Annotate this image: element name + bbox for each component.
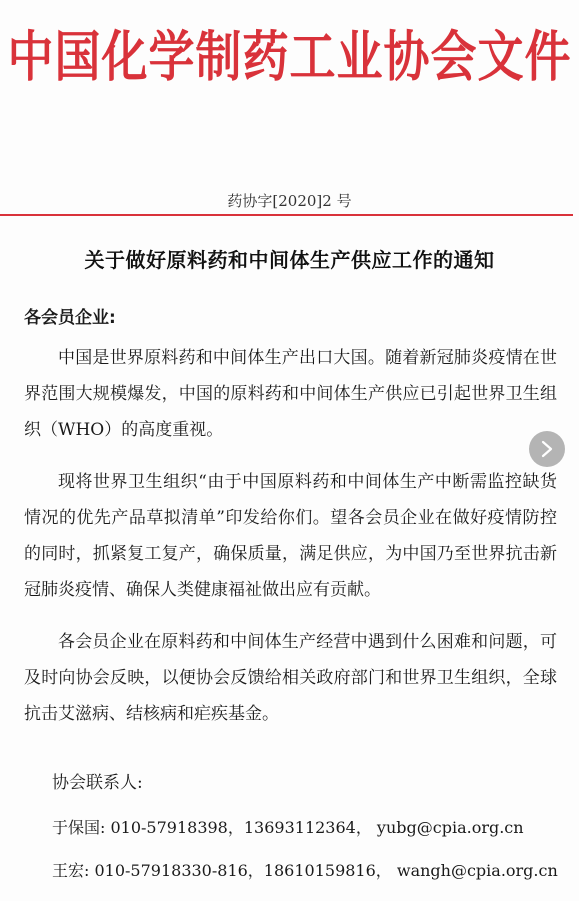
- contacts-label: 协会联系人:: [52, 773, 143, 793]
- contact-line: 于保国: 010-57918398，13693112364， yubg@cpia.org.cn: [52, 818, 524, 837]
- next-page-button[interactable]: [529, 431, 565, 467]
- contact-line: 王宏: 010-57918330-816，18610159816， wangh@cpia.org.cn: [52, 861, 558, 880]
- masthead-title: 中国化学制药工业协会文件: [7, 24, 572, 89]
- salutation: 各会员企业:: [24, 308, 116, 328]
- body-paragraph: 现将世界卫生组织“由于中国原料药和中间体生产中断需监控缺货情况的优先产品草拟清单”印发给你们。望各会员企业在做好疫情防控的同时，抓紧复工复产，确保质量，满足供应，为中国乃至世界抗击新冠肺炎疫情、确保人类健康福祉做出应有贡献。: [24, 472, 557, 600]
- red-divider: [0, 214, 573, 216]
- notice-title: 关于做好原料药和中间体生产供应工作的通知: [84, 248, 495, 272]
- document-number: 药协字[2020]2 号: [227, 192, 352, 210]
- body-paragraph: 中国是世界原料药和中间体生产出口大国。随着新冠肺炎疫情在世界范围大规模爆发，中国的原料药和中间体生产供应已引起世界卫生组织（WHO）的高度重视。: [24, 348, 557, 440]
- chevron-right-icon: [540, 440, 554, 458]
- body-paragraph: 各会员企业在原料药和中间体生产经营中遇到什么困难和问题，可及时向协会反映，以便协会反馈给相关政府部门和世界卫生组织，全球抗击艾滋病、结核病和疟疾基金。: [24, 632, 557, 724]
